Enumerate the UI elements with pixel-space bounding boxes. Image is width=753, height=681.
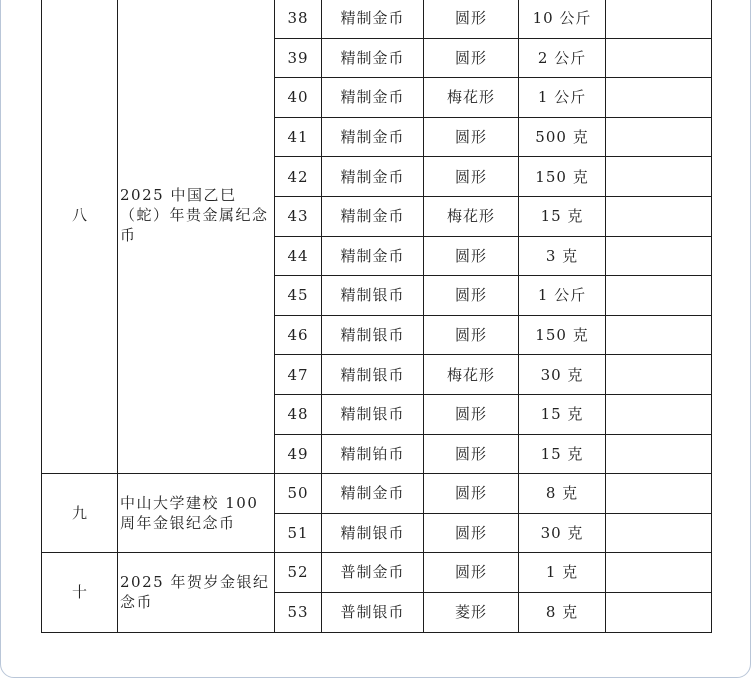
coin-series-name-cell <box>118 0 275 474</box>
coin-weight <box>519 592 606 632</box>
note-cell <box>606 0 712 38</box>
note-cell <box>606 394 712 434</box>
coin-type <box>322 276 424 316</box>
coin-type <box>322 196 424 236</box>
coin-shape-text: 圆形 <box>454 9 487 28</box>
coin-type-text: 普制银币 <box>340 603 405 622</box>
coin-shape <box>424 315 519 355</box>
coin-weight-text: 150 克 <box>535 167 589 186</box>
coin-shape-text: 圆形 <box>454 246 487 265</box>
item-number <box>275 553 322 593</box>
coin-type-text: 精制金币 <box>340 9 405 28</box>
coin-weight-text: 150 克 <box>535 325 589 344</box>
item-number-text: 44 <box>287 246 309 265</box>
item-number-text: 39 <box>287 48 309 67</box>
item-number-text: 47 <box>287 365 309 384</box>
coin-shape <box>424 355 519 395</box>
coin-weight-text: 15 克 <box>540 405 584 424</box>
coin-type-text: 精制金币 <box>340 207 405 226</box>
coin-shape <box>424 592 519 632</box>
coin-shape <box>424 0 519 38</box>
item-number-text: 42 <box>287 167 309 186</box>
coin-weight <box>519 157 606 197</box>
coin-type <box>322 78 424 118</box>
coin-shape <box>424 474 519 514</box>
item-number <box>275 157 322 197</box>
coin-weight-text: 15 克 <box>540 444 584 463</box>
coin-shape-text: 圆形 <box>454 127 487 146</box>
item-number <box>275 355 322 395</box>
coin-type <box>322 474 424 514</box>
coin-shape-text: 圆形 <box>454 484 487 503</box>
coin-type-text: 精制金币 <box>340 167 405 186</box>
note-cell <box>606 276 712 316</box>
coin-type-text: 精制银币 <box>340 405 405 424</box>
coin-weight <box>519 38 606 78</box>
coin-table <box>41 0 712 633</box>
note-cell <box>606 355 712 395</box>
coin-shape <box>424 394 519 434</box>
coin-shape-text: 梅花形 <box>446 88 495 107</box>
item-number-text: 40 <box>287 88 309 107</box>
coin-type <box>322 236 424 276</box>
coin-type <box>322 355 424 395</box>
note-cell <box>606 434 712 474</box>
item-number <box>275 38 322 78</box>
note-cell <box>606 196 712 236</box>
coin-weight-text: 8 克 <box>545 484 579 503</box>
coin-shape <box>424 553 519 593</box>
coin-shape-text: 菱形 <box>454 603 487 622</box>
coin-shape <box>424 276 519 316</box>
coin-shape <box>424 196 519 236</box>
coin-type <box>322 553 424 593</box>
note-cell <box>606 513 712 553</box>
coin-weight-text: 15 克 <box>540 207 584 226</box>
coin-weight <box>519 78 606 118</box>
note-cell <box>606 315 712 355</box>
item-number <box>275 315 322 355</box>
note-cell <box>606 474 712 514</box>
group-number-cell <box>42 553 118 632</box>
coin-shape <box>424 434 519 474</box>
coin-shape <box>424 513 519 553</box>
coin-weight-text: 8 克 <box>545 603 579 622</box>
group-number-cell <box>42 0 118 474</box>
coin-weight-text: 10 公斤 <box>532 9 592 28</box>
coin-weight-text: 30 克 <box>540 365 584 384</box>
coin-shape-text: 圆形 <box>454 286 487 305</box>
coin-weight <box>519 315 606 355</box>
item-number <box>275 394 322 434</box>
table-row <box>42 0 712 38</box>
coin-weight <box>519 355 606 395</box>
item-number <box>275 0 322 38</box>
note-cell <box>606 236 712 276</box>
coin-weight-text: 1 公斤 <box>537 286 587 305</box>
table-row <box>42 474 712 514</box>
item-number <box>275 592 322 632</box>
coin-type-text: 精制银币 <box>340 523 405 542</box>
coin-weight-text: 500 克 <box>535 127 589 146</box>
coin-shape-text: 梅花形 <box>446 365 495 384</box>
note-cell <box>606 78 712 118</box>
group-number-cell <box>42 474 118 553</box>
note-cell <box>606 117 712 157</box>
coin-shape <box>424 236 519 276</box>
item-number-text: 46 <box>287 325 309 344</box>
group-number: 八 <box>71 205 87 224</box>
item-number-text: 48 <box>287 405 309 424</box>
coin-weight-text: 1 克 <box>545 563 579 582</box>
note-cell <box>606 157 712 197</box>
item-number <box>275 78 322 118</box>
item-number-text: 45 <box>287 286 309 305</box>
coin-weight-text: 1 公斤 <box>537 88 587 107</box>
coin-shape-text: 圆形 <box>454 563 487 582</box>
coin-shape-text: 圆形 <box>454 48 487 67</box>
coin-type <box>322 434 424 474</box>
coin-weight <box>519 394 606 434</box>
item-number-text: 53 <box>287 603 309 622</box>
coin-type <box>322 394 424 434</box>
item-number <box>275 513 322 553</box>
coin-shape <box>424 78 519 118</box>
group-number: 十 <box>71 583 87 602</box>
coin-type <box>322 0 424 38</box>
coin-type <box>322 513 424 553</box>
coin-series-name-cell <box>118 553 275 632</box>
coin-type <box>322 315 424 355</box>
item-number <box>275 434 322 474</box>
coin-shape-text: 圆形 <box>454 325 487 344</box>
item-number-text: 50 <box>287 484 309 503</box>
coin-type-text: 精制金币 <box>340 88 405 107</box>
coin-type-text: 精制金币 <box>340 48 405 67</box>
coin-weight <box>519 276 606 316</box>
coin-shape <box>424 157 519 197</box>
coin-series-name: 2025 中国乙巳（蛇）年贵金属纪念币 <box>120 185 269 245</box>
coin-type-text: 精制金币 <box>340 127 405 146</box>
coin-weight <box>519 513 606 553</box>
item-number-text: 51 <box>287 523 309 542</box>
coin-shape-text: 圆形 <box>454 405 487 424</box>
coin-weight <box>519 474 606 514</box>
coin-weight-text: 3 克 <box>545 246 579 265</box>
item-number <box>275 474 322 514</box>
item-number-text: 49 <box>287 444 309 463</box>
coin-type-text: 精制银币 <box>340 286 405 305</box>
item-number-text: 52 <box>287 563 309 582</box>
coin-series-name-cell <box>118 474 275 553</box>
note-cell <box>606 553 712 593</box>
coin-weight <box>519 196 606 236</box>
coin-type <box>322 592 424 632</box>
group-number: 九 <box>71 504 87 523</box>
coin-type-text: 精制银币 <box>340 365 405 384</box>
item-number-text: 38 <box>287 9 309 28</box>
coin-type <box>322 117 424 157</box>
coin-weight <box>519 117 606 157</box>
item-number <box>275 196 322 236</box>
coin-weight <box>519 0 606 38</box>
coin-shape-text: 圆形 <box>454 444 487 463</box>
item-number <box>275 117 322 157</box>
note-cell <box>606 38 712 78</box>
coin-type <box>322 38 424 78</box>
coin-weight <box>519 236 606 276</box>
coin-type-text: 精制金币 <box>340 246 405 265</box>
coin-type <box>322 157 424 197</box>
coin-type-text: 普制金币 <box>340 563 405 582</box>
note-cell <box>606 592 712 632</box>
coin-type-text: 精制金币 <box>340 484 405 503</box>
coin-weight <box>519 434 606 474</box>
coin-weight-text: 30 克 <box>540 523 584 542</box>
coin-shape <box>424 117 519 157</box>
coin-weight-text: 2 公斤 <box>537 48 587 67</box>
item-number <box>275 276 322 316</box>
coin-table-body <box>42 0 712 632</box>
coin-weight <box>519 553 606 593</box>
table-row <box>42 553 712 593</box>
coin-shape-text: 梅花形 <box>446 207 495 226</box>
coin-shape-text: 圆形 <box>454 523 487 542</box>
item-number-text: 41 <box>287 127 309 146</box>
coin-shape-text: 圆形 <box>454 167 487 186</box>
coin-shape <box>424 38 519 78</box>
coin-type-text: 精制铂币 <box>340 444 405 463</box>
coin-series-name: 2025 年贺岁金银纪念币 <box>120 573 270 612</box>
item-number <box>275 236 322 276</box>
coin-series-name: 中山大学建校 100 周年金银纪念币 <box>120 493 259 533</box>
coin-type-text: 精制银币 <box>340 325 405 344</box>
item-number-text: 43 <box>287 207 309 226</box>
